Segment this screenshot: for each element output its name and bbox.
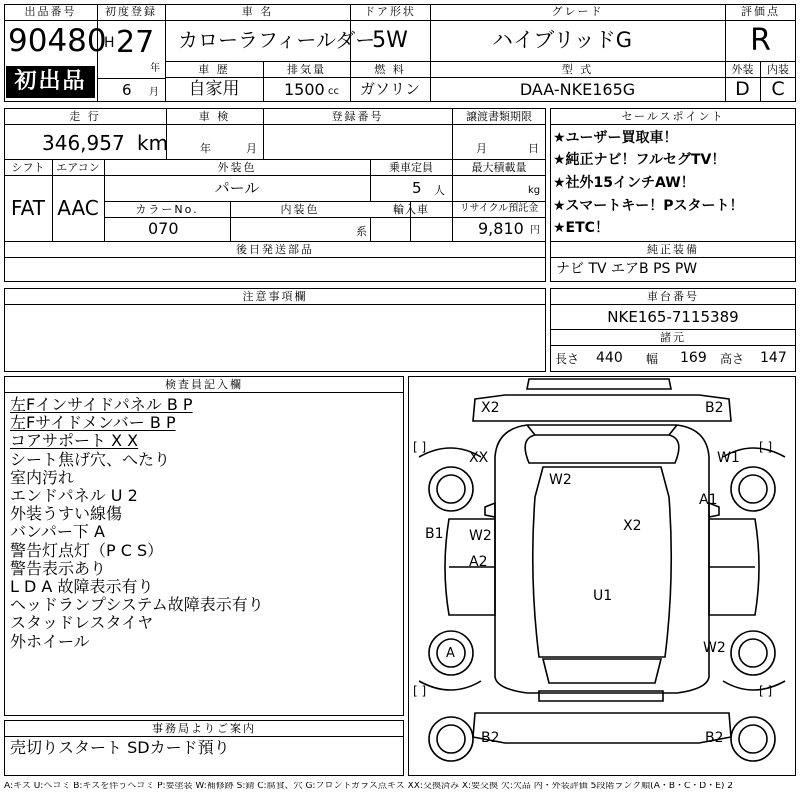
divider <box>550 345 796 346</box>
damage-mark: W2 <box>703 640 726 656</box>
divider <box>165 61 796 62</box>
divider <box>4 304 546 305</box>
displacement: 1500 <box>284 80 325 99</box>
recycle-unit: 円 <box>530 225 540 236</box>
inspector-notes <box>10 396 400 651</box>
mileage: 346,957 <box>42 131 125 155</box>
first-listing-badge: 初出品 <box>6 66 95 98</box>
damage-mark: A1 <box>699 492 718 508</box>
int-score: C <box>771 78 785 100</box>
month: 6 <box>122 81 132 99</box>
divider <box>550 257 796 258</box>
divider <box>165 77 796 78</box>
reg-label: 初度登録 <box>105 5 157 18</box>
equipment-label: 純正装備 <box>647 243 699 256</box>
divider <box>4 159 546 160</box>
inspector-line: バンパー下 A <box>10 522 105 542</box>
inspector-line: 室内汚れ <box>10 467 75 487</box>
fuel-label: 燃 料 <box>374 63 406 76</box>
score: R <box>750 23 771 58</box>
inspector-line: L D A 故障表示有り <box>10 577 154 597</box>
door-label: ドア形状 <box>364 5 416 18</box>
ac-label: エアコン <box>56 161 100 174</box>
damage-mark: X2 <box>481 400 500 416</box>
divider <box>4 392 404 393</box>
sales-point: ★ETC！ <box>553 220 609 236</box>
seats-unit: 人 <box>434 184 445 197</box>
damage-mark: A <box>446 646 455 661</box>
damage-mark: B2 <box>705 400 724 416</box>
regno-label: 登録番号 <box>331 110 384 123</box>
divider <box>550 124 796 125</box>
load-unit: kg <box>528 185 541 196</box>
seats: 5 <box>412 179 422 197</box>
recycle-label: リサイクル預託金 <box>459 203 539 214</box>
inspector-line: 左Fインサイドパネル B P <box>10 395 193 414</box>
divider <box>4 257 546 258</box>
damage-mark: X2 <box>623 518 642 534</box>
fuel: ガソリン <box>359 80 420 98</box>
later-parts-label: 後日発送部品 <box>236 243 314 256</box>
sales-point: ★スマートキー！Pスタート！ <box>553 198 744 214</box>
car-outline <box>409 377 795 775</box>
bracket-mark: [ ] <box>759 684 773 698</box>
divider <box>4 20 97 21</box>
inspect-year-unit: 年 <box>200 142 211 155</box>
damage-mark: B2 <box>481 730 500 746</box>
dims-label: 諸元 <box>660 331 686 344</box>
equipment: ナビ TV エアB PS PW <box>556 261 698 277</box>
height: 147 <box>760 350 787 366</box>
name-label: 車 名 <box>241 5 274 18</box>
grade: ハイブリッドG <box>492 28 632 52</box>
sales-label: セールスポイント <box>621 110 725 123</box>
inspector-line: 警告表示あり <box>10 558 107 578</box>
chassis-number: NKE165-7115389 <box>607 308 739 326</box>
disp-unit: cc <box>328 86 339 97</box>
inspector-line: 警告灯点灯（P C S） <box>10 540 164 560</box>
divider <box>725 20 796 21</box>
grade-label: グレード <box>551 5 604 18</box>
height-label: 高さ <box>720 352 745 366</box>
import-label: 輸入車 <box>393 203 429 216</box>
inspector-line: ヘッドランプシステム故障表示有り <box>10 595 264 615</box>
inspector-label: 検査員記入欄 <box>165 378 243 391</box>
office-note: 売切りスタート SDカード預り <box>10 738 230 757</box>
colorno: 070 <box>148 219 179 238</box>
ac: AAC <box>57 196 99 220</box>
colorno-label: カラーNo. <box>135 203 199 216</box>
score-label: 評価点 <box>741 5 780 18</box>
inspect-label: 車 検 <box>198 110 231 123</box>
sales-point: ★純正ナビ！フルセグTV！ <box>553 152 726 168</box>
damage-diagram <box>408 376 796 776</box>
divider <box>104 217 546 218</box>
divider <box>4 241 546 242</box>
shift-label: シフト <box>11 161 45 174</box>
door-type: 5W <box>372 28 408 53</box>
inspector-line: スタッドレスタイヤ <box>10 613 154 633</box>
divider <box>4 736 404 737</box>
era: H <box>104 35 115 51</box>
inspector-line: エンドパネル U 2 <box>10 486 138 506</box>
inspector-line: シート焦げ穴、へたり <box>10 449 171 469</box>
load-label: 最大積載量 <box>471 161 527 174</box>
lot-label: 出品番号 <box>24 5 77 18</box>
length-label: 長さ <box>555 352 580 366</box>
sales-point: ★ユーザー買取車！ <box>553 130 678 146</box>
damage-mark: W2 <box>469 528 492 544</box>
bracket-mark: [ ] <box>413 684 427 698</box>
divider <box>550 329 796 330</box>
ext-score: D <box>735 78 750 100</box>
year-unit: 年 <box>150 63 160 74</box>
notes-label: 注意事項欄 <box>242 290 308 303</box>
inspect-month-unit: 月 <box>246 142 257 155</box>
damage-mark: B2 <box>705 730 724 746</box>
recycle-amount: 9,810 <box>478 219 524 238</box>
transfer-day-unit: 日 <box>528 142 539 155</box>
inspector-line: コアサポート X X <box>10 431 139 451</box>
mileage-label: 走 行 <box>69 110 101 123</box>
lot-number: 90480 <box>8 23 107 59</box>
month-unit: 月 <box>149 87 159 98</box>
bracket-mark: [ ] <box>413 440 427 454</box>
seats-label: 乗車定員 <box>389 161 433 174</box>
divider <box>4 124 546 125</box>
divider <box>550 241 796 242</box>
damage-mark: W1 <box>717 450 740 466</box>
chassis-label: 車台番号 <box>647 290 699 303</box>
legend: A:キズ U:ヘコミ B:キズを伴うヘコミ P:要塗装 W:補修跡 S:錆 C:腐食、穴 G:フロントガラス点キズ XX:交換済み X:要交換 欠:欠品 内・外装評価 5段階ランク順(A・B・C・D・E) 2 <box>4 782 734 791</box>
transfer-label: 譲渡書類期限 <box>466 110 532 123</box>
divider <box>104 201 546 202</box>
color: パール <box>214 179 260 197</box>
car-name: カローラフィールダー <box>178 28 376 52</box>
damage-mark: U1 <box>593 588 613 604</box>
transfer-month-unit: 月 <box>476 142 487 155</box>
ext-label: 外装 <box>731 63 754 76</box>
damage-mark: A2 <box>469 554 488 570</box>
shift: FAT <box>10 196 45 220</box>
inspector-line: 外ホイール <box>10 631 90 651</box>
year: 27 <box>116 25 155 60</box>
model: DAA-NKE165G <box>519 80 636 99</box>
intcolor-label: 内装色 <box>280 203 320 216</box>
damage-mark: XX <box>469 450 489 466</box>
model-label: 型 式 <box>561 63 594 76</box>
width-label: 幅 <box>646 352 659 366</box>
bracket-mark: [ ] <box>759 440 773 454</box>
damage-mark: W2 <box>549 472 572 488</box>
sales-point: ★社外15インチAW！ <box>553 175 695 191</box>
damage-mark: B1 <box>425 526 444 542</box>
office-label: 事務局よりご案内 <box>152 722 256 735</box>
divider <box>550 304 796 305</box>
history: 自家用 <box>188 79 240 99</box>
history-label: 車 歴 <box>198 63 230 76</box>
width: 169 <box>680 350 707 366</box>
divider <box>370 217 371 241</box>
inspector-line: 外装うすい線傷 <box>10 504 123 524</box>
disp-label: 排気量 <box>287 63 326 76</box>
int-label: 内装 <box>767 63 789 76</box>
inspector-line: 左Fサイドメンバー B P <box>10 413 176 433</box>
divider <box>4 175 546 176</box>
length: 440 <box>596 350 623 366</box>
divider <box>97 20 725 21</box>
color-label: 外装色 <box>217 161 257 174</box>
divider <box>97 78 165 79</box>
intcolor-unit: 系 <box>356 225 367 238</box>
mileage-unit: km <box>137 131 169 155</box>
